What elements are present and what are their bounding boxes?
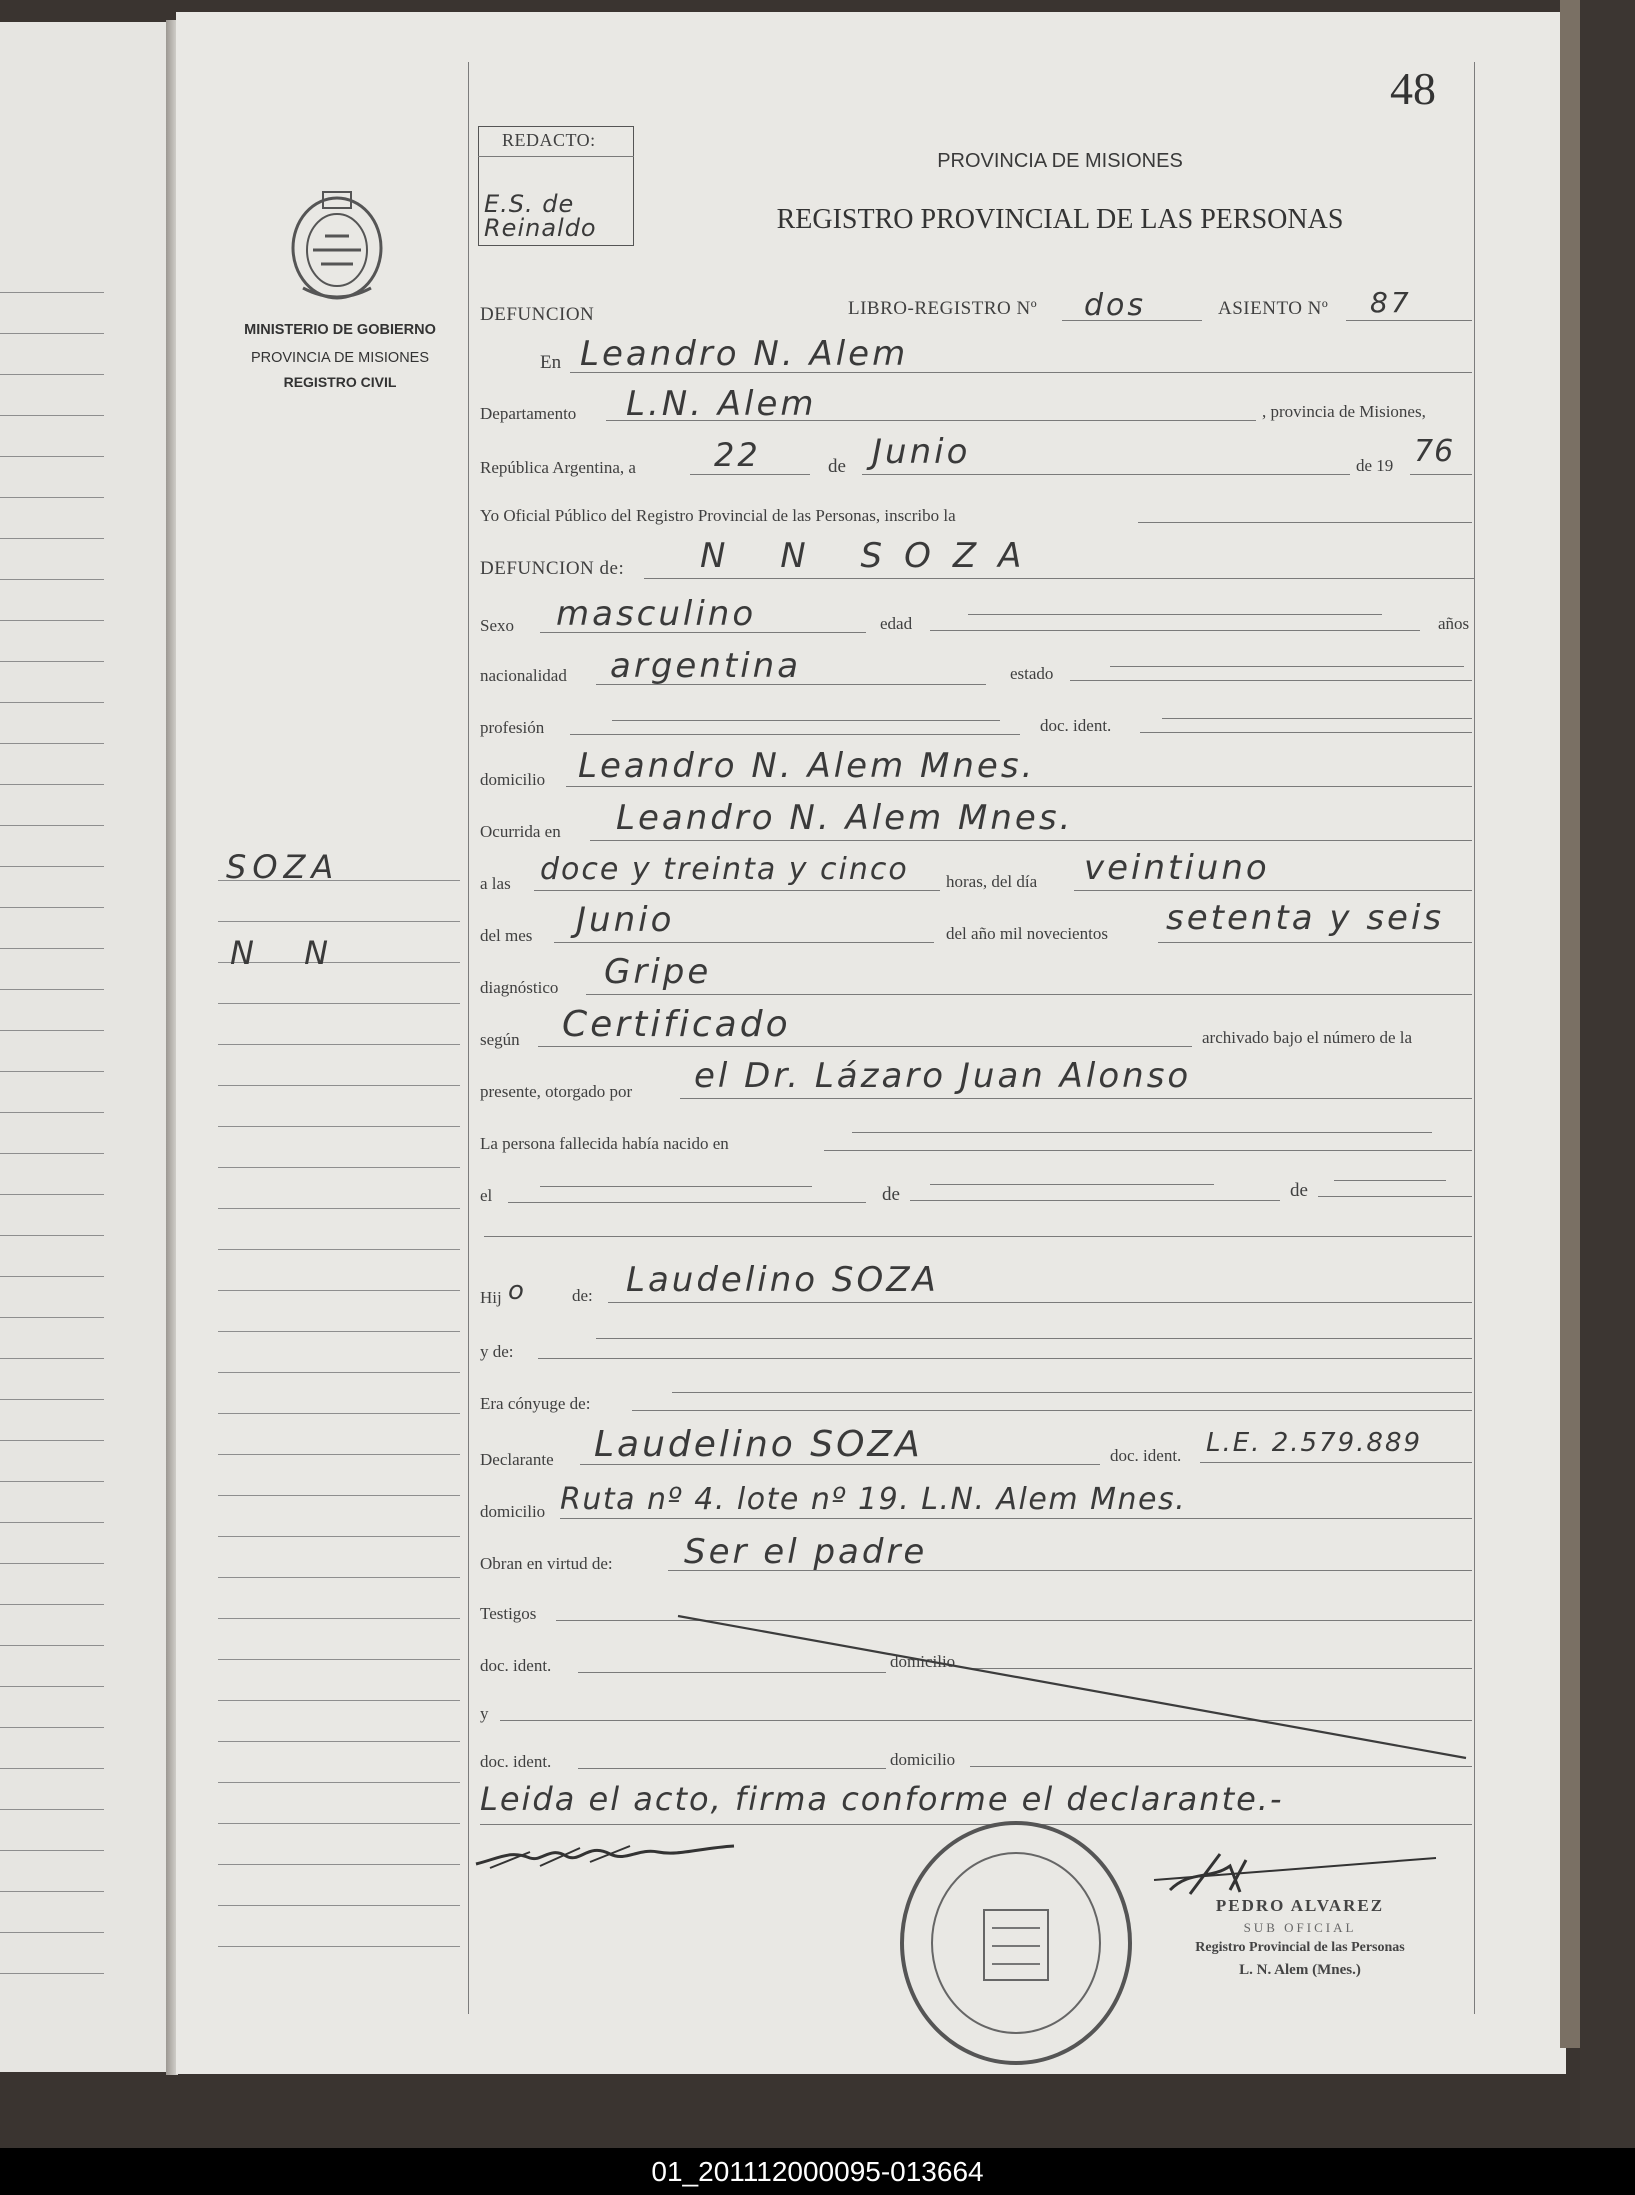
value-padre: Laudelino SOZA [626, 1260, 939, 1300]
line-libro [1062, 320, 1202, 321]
label-republica: República Argentina, a [480, 458, 636, 477]
value-nacionalidad: argentina [610, 646, 802, 686]
margin-rule-line [218, 1823, 460, 1824]
line-doc-ident-strike [1162, 718, 1472, 719]
label-a-las: a las [480, 874, 511, 893]
margin-rule-line [218, 1372, 460, 1373]
label-anos: años [1438, 614, 1470, 633]
line-nacido [824, 1150, 1472, 1151]
line-sexo [540, 632, 866, 633]
cover-edge-dark [1580, 0, 1635, 2148]
left-page-rule [0, 620, 104, 621]
margin-name: N N [230, 934, 349, 972]
left-page-rule [0, 1194, 104, 1195]
label-hijo-de: de: [572, 1286, 593, 1305]
left-page-rule [0, 1604, 104, 1605]
line-conyuge-strike [672, 1392, 1472, 1393]
margin-rule-line [218, 1905, 460, 1906]
line-nacionalidad [596, 684, 986, 685]
margin-rule-line [218, 1454, 460, 1455]
line-de-nac-1-strike [930, 1184, 1214, 1185]
left-page-rule [0, 1317, 104, 1318]
left-page-rule [0, 1563, 104, 1564]
page-number: 48 [1390, 63, 1436, 114]
value-otorgado: el Dr. Lázaro Juan Alonso [694, 1056, 1192, 1096]
stamp-line1: PEDRO ALVAREZ [1215, 1896, 1385, 1915]
value-hijo-sufijo: o [508, 1276, 524, 1306]
line-profesion-strike [612, 720, 1000, 721]
ministry-line3: REGISTRO CIVIL [283, 374, 397, 390]
label-en: En [540, 352, 562, 373]
line-a-las [534, 890, 940, 891]
left-page-rule [0, 1358, 104, 1359]
testigos-strike [676, 1612, 1476, 1762]
label-horas-dia: horas, del día [946, 872, 1038, 891]
left-page-rule [0, 1973, 104, 1974]
redacto-label: REDACTO: [502, 130, 596, 150]
left-page-rule [0, 292, 104, 293]
left-page-rule [0, 825, 104, 826]
left-page-rule [0, 907, 104, 908]
label-testigo2-domicilio: domicilio [890, 1750, 956, 1769]
margin-rule-line [218, 1044, 460, 1045]
label-segun: según [480, 1030, 520, 1049]
label-testigo1-domicilio: domicilio [890, 1652, 956, 1671]
left-page-rule [0, 333, 104, 334]
stamp-line3: Registro Provincial de las Personas [1195, 1940, 1405, 1955]
label-provincia: , provincia de Misiones, [1262, 402, 1426, 421]
label-de: de [828, 456, 846, 477]
label-departamento: Departamento [480, 404, 577, 423]
left-page-rule [0, 1809, 104, 1810]
left-page-rule [0, 1686, 104, 1687]
line-defuncion-de [644, 578, 1474, 579]
line-departamento [606, 420, 1256, 421]
left-page-rule [0, 1932, 104, 1933]
official-seal-icon [896, 1818, 1136, 2068]
line-testigo2-domicilio [970, 1766, 1472, 1767]
footer-filename: 01_201112000095-013664 [651, 2156, 984, 2187]
redacto-value: E.S. de Reinaldo [484, 190, 597, 242]
line-declarante-doc [1200, 1462, 1472, 1463]
left-page-rule [0, 948, 104, 949]
label-doc-ident: doc. ident. [1040, 716, 1112, 735]
line-edad-strike [968, 614, 1382, 615]
label-archivado: archivado bajo el número de la [1202, 1028, 1413, 1047]
value-cierre: Leida el acto, firma conforme el declarante.- [480, 1780, 1284, 1818]
line-segun [538, 1046, 1192, 1047]
left-page-rule [0, 743, 104, 744]
label-nacido: La persona fallecida había nacido en [480, 1134, 729, 1153]
ministry-line1: MINISTERIO DE GOBIERNO [244, 322, 436, 338]
left-page-rule [0, 1768, 104, 1769]
label-profesion: profesión [480, 718, 545, 737]
line-y-de [538, 1358, 1472, 1359]
left-page-rule [0, 989, 104, 990]
line-ano [1410, 474, 1472, 475]
margin-rule-line [218, 1700, 460, 1701]
value-ano: 76 [1414, 434, 1455, 469]
left-page-rule [0, 702, 104, 703]
header-registry: REGISTRO PROVINCIAL DE LAS PERSONAS [776, 204, 1344, 235]
left-page-rule [0, 784, 104, 785]
left-page-rule [0, 456, 104, 457]
coat-of-arms-icon [283, 188, 391, 306]
label-de-nac-2: de [1290, 1180, 1308, 1201]
value-ocurrida: Leandro N. Alem Mnes. [616, 798, 1074, 838]
left-page-rule [0, 1071, 104, 1072]
value-ano-texto: setenta y seis [1166, 898, 1445, 938]
line-yo-oficial [1138, 522, 1472, 523]
label-defuncion: DEFUNCION [480, 304, 595, 325]
margin-rule-line [218, 1413, 460, 1414]
left-page-rule [0, 1153, 104, 1154]
label-testigo1-doc: doc. ident. [480, 1656, 552, 1675]
label-del-mes: del mes [480, 926, 533, 945]
header-province: PROVINCIA DE MISIONES [937, 150, 1183, 172]
redacto-divider [478, 156, 634, 157]
label-presente: presente, otorgado por [480, 1082, 633, 1101]
line-edad [930, 630, 1420, 631]
label-conyuge: Era cónyuge de: [480, 1394, 591, 1413]
line-de-nac-2 [1318, 1196, 1472, 1197]
margin-rule-line [218, 1249, 460, 1250]
line-dia [690, 474, 810, 475]
margin-rule-line [218, 921, 460, 922]
label-estado: estado [1010, 664, 1054, 683]
left-page-rule [0, 1481, 104, 1482]
stamp-line2: SUB OFICIAL [1243, 1920, 1357, 1935]
line-testigo2-doc [578, 1768, 886, 1769]
line-y-de-strike [596, 1338, 1472, 1339]
label-diagnostico: diagnóstico [480, 978, 559, 997]
value-hora: doce y treinta y cinco [540, 852, 909, 887]
line-diagnostico [586, 994, 1472, 995]
label-declarante: Declarante [480, 1450, 554, 1469]
stamp-line4: L. N. Alem (Mnes.) [1239, 1962, 1361, 1978]
margin-rule-line [218, 1618, 460, 1619]
left-page-rule [0, 1030, 104, 1031]
left-page-rule [0, 1645, 104, 1646]
declarant-signature-icon [470, 1828, 750, 1878]
label-ocurrida: Ocurrida en [480, 822, 561, 841]
margin-rule-line [218, 1085, 460, 1086]
left-page-rule [0, 1727, 104, 1728]
left-page-rule [0, 497, 104, 498]
label-domicilio: domicilio [480, 770, 546, 789]
left-page-rule [0, 1235, 104, 1236]
line-domicilio [566, 786, 1472, 787]
value-en: Leandro N. Alem [580, 334, 909, 374]
line-nacido-extra [484, 1236, 1472, 1237]
label-declarante-domicilio: domicilio [480, 1502, 546, 1521]
line-el [508, 1202, 866, 1203]
left-page-rule [0, 1276, 104, 1277]
label-testigo2-doc: doc. ident. [480, 1752, 552, 1771]
left-page-rule [0, 1891, 104, 1892]
value-mes2: Junio [576, 900, 675, 940]
left-page-rule [0, 1112, 104, 1113]
margin-rule-line [218, 1495, 460, 1496]
line-dia-texto [1074, 890, 1472, 891]
line-presente [680, 1098, 1472, 1099]
margin-rule-line [218, 1331, 460, 1332]
label-nacionalidad: nacionalidad [480, 666, 567, 685]
value-sexo: masculino [556, 594, 757, 634]
margin-rule-line [218, 1741, 460, 1742]
margin-surname: SOZA [226, 848, 340, 886]
line-conyuge [632, 1410, 1472, 1411]
label-sexo: Sexo [480, 616, 514, 635]
left-page-rule [0, 866, 104, 867]
line-doc-ident [1140, 732, 1472, 733]
label-libro: LIBRO-REGISTRO Nº [848, 298, 1038, 319]
label-asiento: ASIENTO Nº [1218, 298, 1329, 319]
line-del-ano [1158, 942, 1472, 943]
margin-rule-line [218, 1659, 460, 1660]
label-del-ano: del año mil novecientos [946, 924, 1108, 943]
margin-rule-line [218, 1577, 460, 1578]
margin-rule-line [218, 1782, 460, 1783]
line-declarante-domicilio [560, 1518, 1472, 1519]
margin-rule-line [218, 1167, 460, 1168]
margin-rule-line [218, 1126, 460, 1127]
label-defuncion-de: DEFUNCION de: [480, 558, 625, 579]
line-mes [862, 474, 1350, 475]
label-y-de: y de: [480, 1342, 514, 1361]
line-estado-strike [1110, 666, 1464, 667]
label-testigos: Testigos [480, 1604, 537, 1623]
value-declarante-domicilio: Ruta nº 4. lote nº 19. L.N. Alem Mnes. [560, 1482, 1187, 1517]
left-page-rule [0, 1850, 104, 1851]
margin-rule-line [218, 1864, 460, 1865]
line-de-nac-2-strike [1334, 1180, 1446, 1181]
line-nacido-strike [852, 1132, 1432, 1133]
line-ocurrida [590, 840, 1472, 841]
label-declarante-doc: doc. ident. [1110, 1446, 1182, 1465]
value-departamento: L.N. Alem [626, 384, 817, 424]
line-estado [1070, 680, 1472, 681]
left-page-rule [0, 1399, 104, 1400]
value-diagnostico: Gripe [604, 952, 712, 992]
value-mes: Junio [872, 432, 971, 472]
cover-edge [1560, 0, 1582, 2048]
left-page [0, 22, 168, 2072]
line-profesion [570, 734, 1020, 735]
label-obran: Obran en virtud de: [480, 1554, 613, 1573]
line-de-nac-1 [910, 1200, 1280, 1201]
margin-rule-line [218, 1208, 460, 1209]
value-obran: Ser el padre [684, 1532, 928, 1572]
label-el: el [480, 1186, 493, 1205]
line-obran [668, 1570, 1472, 1571]
value-domicilio: Leandro N. Alem Mnes. [578, 746, 1036, 786]
value-nombre: N N SOZA [700, 536, 1044, 576]
left-page-rule [0, 579, 104, 580]
value-dia: 22 [714, 436, 761, 474]
value-declarante-doc: L.E. 2.579.889 [1206, 1428, 1423, 1458]
value-segun: Certificado [562, 1004, 791, 1045]
ministry-line2: PROVINCIA DE MISIONES [250, 350, 430, 366]
line-en [570, 372, 1472, 373]
margin-rule-line [218, 1290, 460, 1291]
line-asiento [1346, 320, 1472, 321]
margin-rule-line [218, 1946, 460, 1947]
label-y: y [480, 1704, 489, 1723]
label-hijo: Hij [480, 1288, 502, 1307]
left-page-rule [0, 1440, 104, 1441]
value-libro: dos [1084, 288, 1147, 323]
value-asiento: 87 [1370, 286, 1412, 319]
left-page-rule [0, 415, 104, 416]
line-el-strike [540, 1186, 812, 1187]
label-de-19: de 19 [1356, 456, 1394, 475]
margin-rule-line [218, 1003, 460, 1004]
value-dia-texto: veintiuno [1084, 848, 1270, 888]
label-de-nac-1: de [882, 1184, 900, 1205]
margin-rule-line [218, 1536, 460, 1537]
line-hijo [608, 1302, 1472, 1303]
line-del-mes [554, 942, 934, 943]
line-declarante [580, 1464, 1100, 1465]
label-edad: edad [880, 614, 913, 633]
left-page-rule [0, 661, 104, 662]
value-declarante: Laudelino SOZA [594, 1424, 923, 1465]
left-page-rule [0, 1522, 104, 1523]
left-page-rule [0, 374, 104, 375]
left-page-rule [0, 538, 104, 539]
label-yo-oficial: Yo Oficial Público del Registro Provincial de las Personas, inscribo la [480, 506, 956, 525]
